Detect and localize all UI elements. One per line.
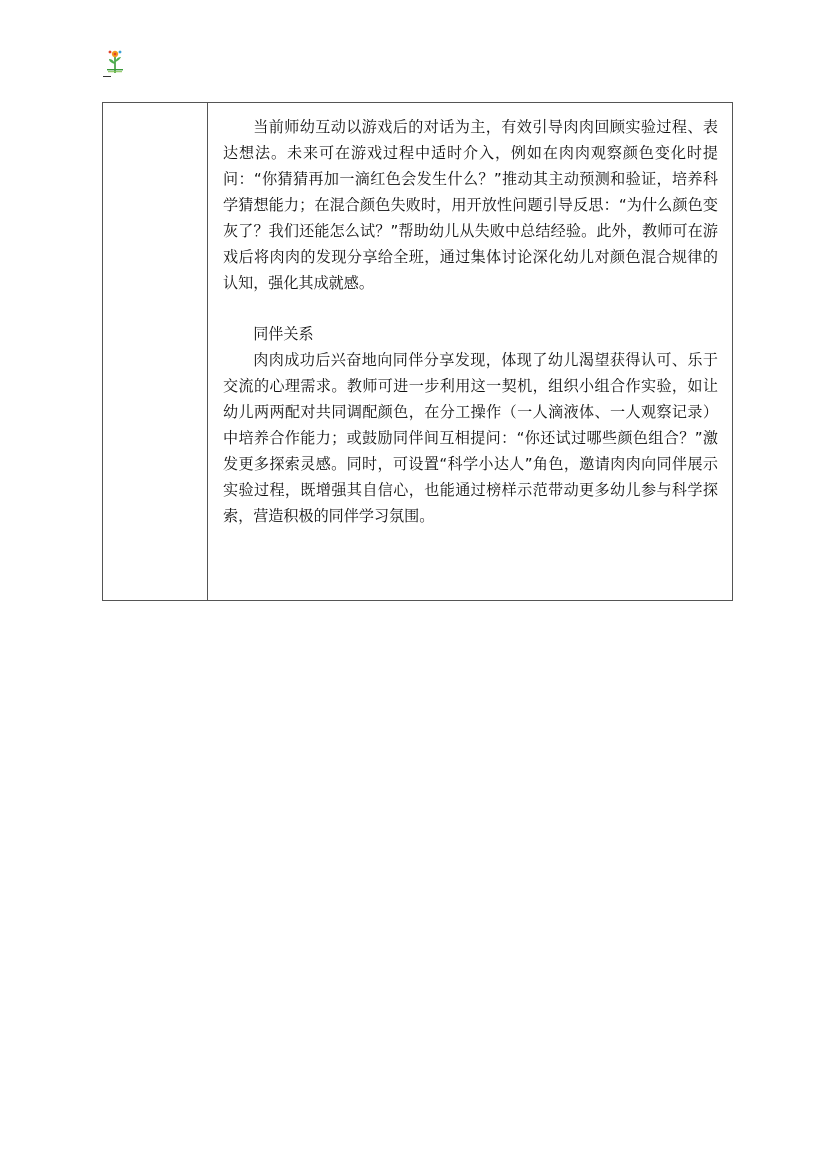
reflection-table <box>102 102 733 601</box>
header-rule <box>103 76 111 77</box>
paragraph-spacer <box>223 296 718 321</box>
table-label-cell <box>103 103 208 600</box>
peer-relationship-paragraph: 肉肉成功后兴奋地向同伴分享发现，体现了幼儿渴望获得认可、乐于交流的心理需求。教师可进一步利用这一契机，组织小组合作实验，如让幼儿两两配对共同调配颜色，在分工操作（一人滴液体、一人观察记录）中培养合作能力；或鼓励同伴间互相提问：“你还试过哪些颜色组合？”激发更多探索灵感。同时，可设置“科学小达人”角色，邀请肉肉向同伴展示实验过程，既增强其自信心，也能通过榜样示范带动更多幼儿参与科学探索，营造积极的同伴学习氛围。 <box>223 351 718 525</box>
kindergarten-flower-logo-icon <box>104 48 126 74</box>
teacher-child-interaction-paragraph: 当前师幼互动以游戏后的对话为主，有效引导肉肉回顾实验过程、表达想法。未来可在游戏过程中适时介入，例如在肉肉观察颜色变化时提问：“你猜猜再加一滴红色会发生什么？”推动其主动预测和验证，培养科学猜想能力；在混合颜色失败时，用开放性问题引导反思：“为什么颜色变灰了？我们还能怎么试？”帮助幼儿从失败中总结经验。此外，教师可在游戏后将肉肉的发现分享给全班，通过集体讨论深化幼儿对颜色混合规律的认知，强化其成就感。 <box>223 118 718 292</box>
table-content-cell <box>209 103 732 600</box>
peer-relationship-heading: 同伴关系 <box>253 325 314 343</box>
